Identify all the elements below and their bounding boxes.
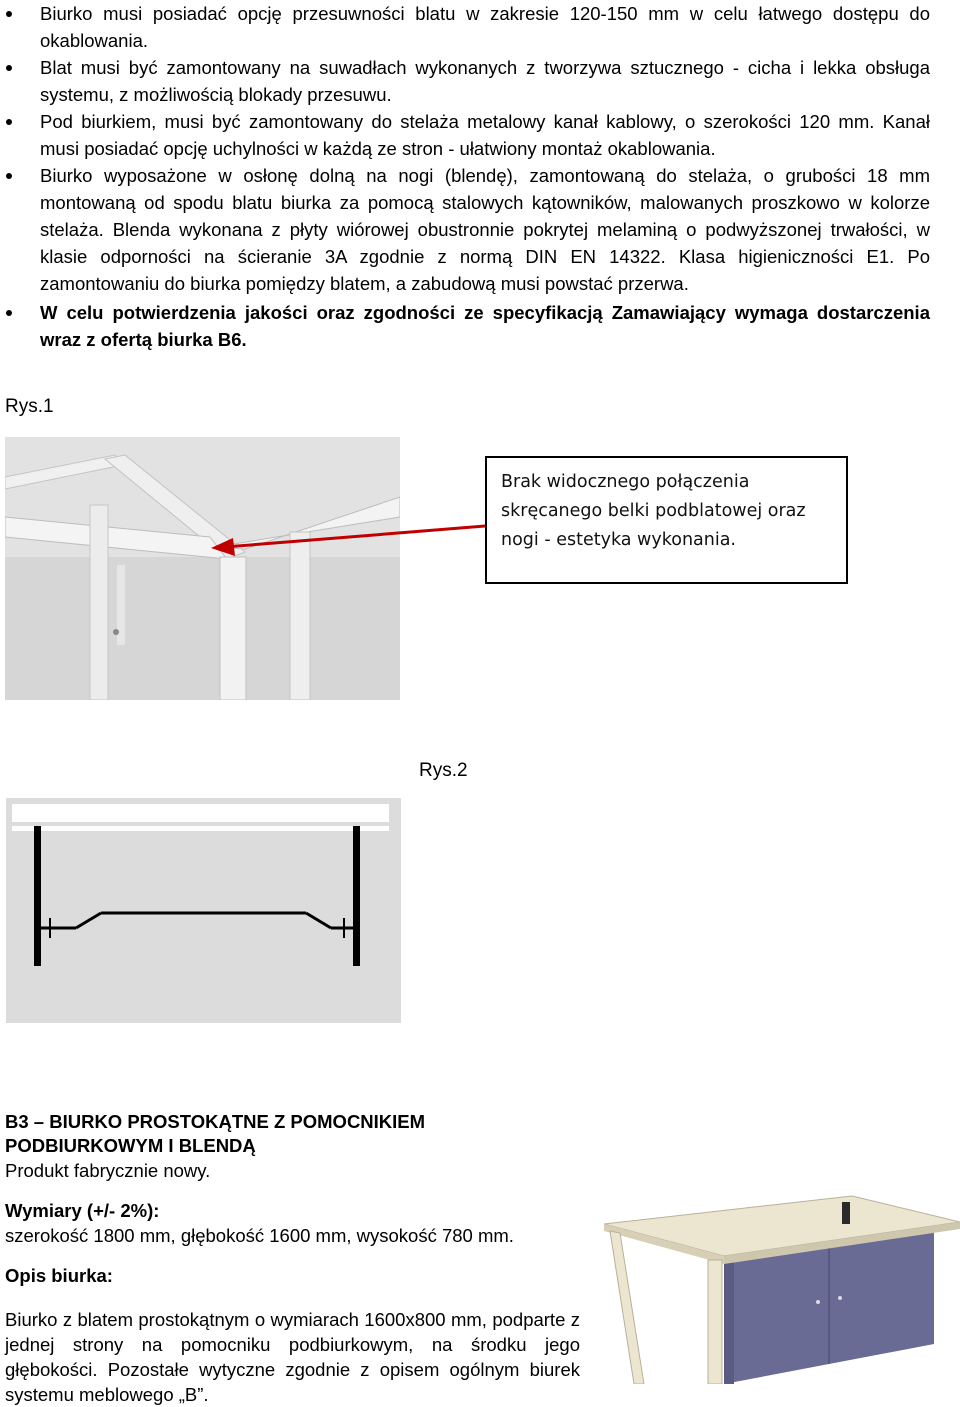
bullet-item: Pod biurkiem, musi być zamontowany do stelaża metalowy kanał kablowy, o szerokości 120 mm. Kanał musi posiadać opcję uchylności w każdą ze stron - ułatwiony montaż okablowania.	[0, 108, 930, 162]
figure-1-label: Rys.1	[5, 396, 54, 417]
callout-line: Brak widocznego połączenia	[501, 472, 750, 492]
bullet-item: Blat musi być zamontowany na suwadłach wykonanych z tworzywa sztucznego - cicha i lekka obsługa systemu, z możliwością blokady przesuwu.	[0, 54, 930, 108]
callout-line: nogi - estetyka wykonania.	[501, 530, 736, 550]
section-title: B3 – BIURKO PROSTOKĄTNE Z POMOCNIKIEM PODBIURKOWYM I BLENDĄ	[5, 1111, 426, 1156]
description-heading: Opis biurka:	[5, 1265, 113, 1286]
section-subtitle: Produkt fabrycznie nowy.	[5, 1160, 211, 1181]
callout-line: skręcanego belki podblatowej oraz	[501, 501, 806, 521]
description-text: Biurko z blatem prostokątnym o wymiarach 1600x800 mm, podparte z jednej strony na pomocniku podbiurkowym, na środku jego głębokości. Pozostałe wytyczne zgodnie z opisem ogólnym biurek systemu meblowego „B”.	[5, 1309, 580, 1405]
desk-render-image	[604, 1194, 960, 1384]
dimensions-heading: Wymiary (+/- 2%):	[5, 1200, 160, 1221]
dimensions-text: szerokość 1800 mm, głębokość 1600 mm, wysokość 780 mm.	[5, 1225, 514, 1246]
bullet-item: Biurko wyposażone w osłonę dolną na nogi (blendę), zamontowaną do stelaża, o grubości 18 mm montowaną od spodu blatu biurka za pomocą stalowych kątowników, malowanych proszkowo w kolorze stelaża. Blenda wykonana z płyty wiórowej obustronnie pokrytej melaminą o podwyższonej trwałości, w klasie odporności na ścieranie 3A zgodnie z normą DIN EN 14322. Klasa higieniczności E1. Po zamontowaniu do biurka pomiędzy blatem, a zabudową musi powstać przerwa.	[0, 162, 930, 297]
figure-2-label: Rys.2	[419, 760, 468, 781]
callout-arrow	[205, 490, 495, 570]
modesty-panel-diagram	[6, 798, 401, 1023]
bullet-item: Biurko musi posiadać opcję przesuwności blatu w zakresie 120-150 mm w celu łatwego dostępu do okablowania.	[0, 0, 930, 54]
section-b3	[5, 1110, 580, 1407]
bullet-item-bold: W celu potwierdzenia jakości oraz zgodności ze specyfikacją Zamawiający wymaga dostarczenia wraz z ofertą biurka B6.	[0, 299, 930, 353]
callout-box	[485, 456, 848, 584]
requirements-list	[0, 0, 930, 353]
